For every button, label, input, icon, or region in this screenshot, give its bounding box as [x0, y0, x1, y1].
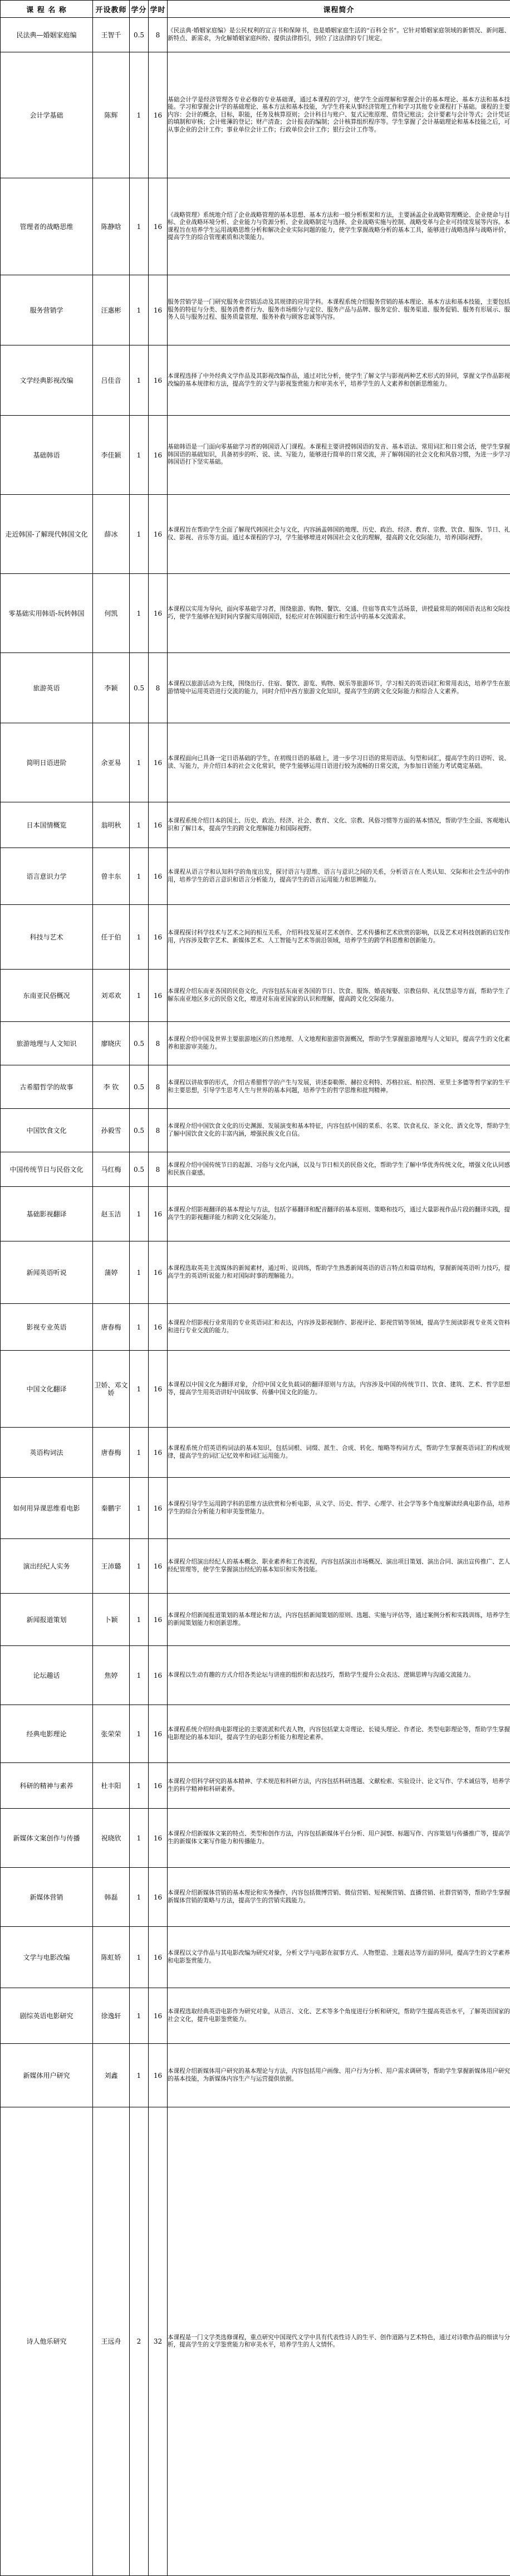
- credit-cell: 1: [130, 495, 149, 574]
- course-name-cell: 旅游英语: [1, 653, 93, 723]
- credit-cell: 1: [130, 1646, 149, 1705]
- credit-cell: 1: [130, 848, 149, 905]
- hours-cell: 8: [149, 1152, 168, 1187]
- credit-cell: 1: [130, 1988, 149, 2044]
- header-hours: 学时: [149, 1, 168, 18]
- course-intro-text: 本课程是一门文学类选修课程，重点研究中国现代文学中具有代表性诗人的生平、创作道路与艺术特色，通过对诗歌作品的细读与分析，提高学生的文学鉴赏能力和审美水平，培养学生的人文情怀。: [168, 2334, 510, 2348]
- hours-cell: 16: [149, 2044, 168, 2107]
- credit-cell: 1: [130, 275, 149, 345]
- course-intro-text: 基础韩语是一门面向零基础学习者的韩国语入门课程。本课程主要讲授韩国语的发音、基本语法、常用词汇和日常会话，使学生掌握韩国语的基础知识，具备初步的听、说、读、写能力，能够进行简单的日常交流，并了解韩国的社会文化和风俗习惯，为进一步学习韩国语打下坚实基础。: [168, 444, 510, 466]
- hours-cell: 16: [149, 1428, 168, 1478]
- credit-cell: 1: [130, 1539, 149, 1594]
- table-row: [1, 178, 510, 275]
- credit-cell: 0.5: [130, 1152, 149, 1187]
- course-name-cell: 古希腊哲学的故事: [1, 1065, 93, 1109]
- teacher-cell: 曾丰东: [93, 848, 130, 905]
- course-intro-cell: [168, 1988, 510, 2044]
- credit-cell: 0.5: [130, 18, 149, 52]
- hours-cell: 8: [149, 1109, 168, 1152]
- course-name-cell: 基础影视翻译: [1, 1187, 93, 1241]
- hours-cell: 16: [149, 905, 168, 970]
- credit-cell: 1: [130, 52, 149, 178]
- table-row: [1, 2107, 510, 2576]
- course-intro-text: 本课程引导学生运用跨学科的思维方法欣赏和分析电影，从文学、历史、哲学、心理学、社会学等多个角度解读经典电影作品，培养学生的综合分析能力和审美鉴赏能力。: [168, 1501, 510, 1515]
- hours-cell: 16: [149, 345, 168, 416]
- course-intro-cell: [168, 1351, 510, 1428]
- table-row: [1, 1763, 510, 1809]
- table-row: [1, 1428, 510, 1478]
- teacher-cell: 李颖: [93, 653, 130, 723]
- hours-cell: 16: [149, 1988, 168, 2044]
- course-intro-cell: [168, 1304, 510, 1351]
- hours-cell: 16: [149, 1809, 168, 1868]
- course-name-cell: 论坛趣话: [1, 1646, 93, 1705]
- course-name-cell: 剧综英语电影研究: [1, 1988, 93, 2044]
- credit-cell: 1: [130, 905, 149, 970]
- course-intro-cell: [168, 802, 510, 848]
- hours-cell: 16: [149, 1594, 168, 1646]
- course-intro-text: 本课程介绍新闻报道策划的基本理论和方法，内容包括新闻策划的原则、选题、实施与评估等，通过案例分析和实践训练，培养学生的新闻策划能力和创新思维。: [168, 1612, 510, 1627]
- table-row: [1, 1646, 510, 1705]
- credit-cell: 1: [130, 1809, 149, 1868]
- course-name-cell: 演出经纪人实务: [1, 1539, 93, 1594]
- hours-cell: 16: [149, 275, 168, 345]
- course-intro-text: 基础会计学是经济管理各专业必修的专业基础课，通过本课程的学习，使学生全面理解和掌握会计的基本理论、基本方法和基本技能。学习和掌握会计学的基础理论、基本方法和基本技能，为学生将来从事经济管理工作和学习其他专业课程打下基础。课程的主要内容：会计的概念，目标，职能，任务及核算原则；会计科目与账户、复式记账原理、借贷记账法；会计要素与会计等式；会计凭证的填制和审核；会计账簿的登记；财产清查；会计报表的编制；会计核算组织程序等。学生掌握了会计基础理论和基本技能之后，可从事企业的会计工作；事业单位会计工作；行政单位会计工作；银行会计工作等。: [168, 96, 510, 133]
- table-row: [1, 1868, 510, 1927]
- table-row: [1, 1022, 510, 1065]
- hours-cell: 16: [149, 1646, 168, 1705]
- teacher-cell: 李佳颖: [93, 416, 130, 495]
- table-row: [1, 723, 510, 802]
- course-name-cell: 中国文化翻译: [1, 1351, 93, 1428]
- course-intro-cell: [168, 495, 510, 574]
- course-intro-text: 本课程以讲故事的形式，介绍古希腊哲学的产生与发展，讲述泰勒斯、赫拉克利特、苏格拉底、柏拉图、亚里士多德等哲学家的生平和主要思想，引导学生思考人生与世界的基本问题，培养学生的哲学思维和批判精神。: [168, 1079, 510, 1094]
- teacher-cell: 王智千: [93, 18, 130, 52]
- course-name-cell: 中国饮食文化: [1, 1109, 93, 1152]
- hours-cell: 16: [149, 1187, 168, 1241]
- credit-cell: 1: [130, 802, 149, 848]
- course-intro-cell: [168, 52, 510, 178]
- course-intro-text: 本课程介绍科学研究的基本精神、学术规范和科研方法，内容包括科研选题、文献检索、实验设计、论文写作、学术诚信等，培养学生的科学精神和科研素养。: [168, 1778, 510, 1793]
- course-name-cell: 新媒体用户研究: [1, 2044, 93, 2107]
- course-name-cell: 管理者的战略思维: [1, 178, 93, 275]
- teacher-cell: 焦婷: [93, 1646, 130, 1705]
- teacher-cell: 汪惠彬: [93, 275, 130, 345]
- course-name-cell: 服务营销学: [1, 275, 93, 345]
- course-name-cell: 科技与艺术: [1, 905, 93, 970]
- course-intro-cell: [168, 653, 510, 723]
- course-intro-cell: [168, 1763, 510, 1809]
- teacher-cell: 韩磊: [93, 1868, 130, 1927]
- table-row: [1, 1187, 510, 1241]
- course-intro-cell: [168, 1187, 510, 1241]
- course-name-cell: 新闻报道策划: [1, 1594, 93, 1646]
- teacher-cell: 李 钦: [93, 1065, 130, 1109]
- course-name-cell: 民法典—婚姻家庭编: [1, 18, 93, 52]
- teacher-cell: 祝晓欣: [93, 1809, 130, 1868]
- course-intro-cell: [168, 1539, 510, 1594]
- course-name-cell: 如何用异课思维看电影: [1, 1478, 93, 1539]
- course-name-cell: 语言意识力学: [1, 848, 93, 905]
- teacher-cell: 唐春梅: [93, 1428, 130, 1478]
- credit-cell: 1: [130, 1428, 149, 1478]
- table-row: [1, 1809, 510, 1868]
- course-intro-text: 本课程选取经典英语电影作为研究对象，从语言、文化、艺术等多个角度进行分析和研究，帮助学生提高英语水平，了解英语国家的社会文化，提升电影鉴赏能力。: [168, 2008, 510, 2023]
- teacher-cell: 任于伯: [93, 905, 130, 970]
- course-name-cell: 旅游地理与人文知识: [1, 1022, 93, 1065]
- credit-cell: 1: [130, 1705, 149, 1763]
- table-row: [1, 1478, 510, 1539]
- course-intro-text: 本课程从语言学和认知科学的角度出发，探讨语言与思维、语言与意识之间的关系，分析语言在人类认知、交际和社会生活中的作用，培养学生的语言意识和语言分析能力，提高学生的语言运用能力和思辨能力。: [168, 869, 510, 883]
- course-intro-text: 服务营销学是一门研究服务业营销活动及其规律的应用学科。本课程系统介绍服务营销的基本理论、基本方法和基本技能，主要包括服务的特征与分类、服务消费者行为、服务市场细分与定位、服务产品与品牌、服务定价、服务渠道、服务促销、服务有形展示、服务人员与服务过程、服务质量管理、服务补救与顾客忠诚等内容。: [168, 299, 510, 321]
- course-intro-cell: [168, 1809, 510, 1868]
- table-row: [1, 2044, 510, 2107]
- teacher-cell: 何凯: [93, 574, 130, 653]
- course-intro-cell: [168, 1868, 510, 1927]
- course-intro-text: 本课程介绍影视翻译的基本理论与方法，包括字幕翻译和配音翻译的基本原则、策略和技巧，通过大量影视作品片段的翻译实践，提高学生的影视翻译能力和跨文化交际能力。: [168, 1206, 510, 1221]
- course-intro-text: 本课程介绍中国传统节日的起源、习俗与文化内涵，以及与节日相关的民俗文化，帮助学生了解中华优秀传统文化，增强文化认同感和民族自豪感。: [168, 1162, 510, 1176]
- course-name-cell: 简明日语进阶: [1, 723, 93, 802]
- credit-cell: 1: [130, 1927, 149, 1988]
- table-row: [1, 345, 510, 416]
- course-name-cell: 基础韩语: [1, 416, 93, 495]
- hours-cell: 16: [149, 1539, 168, 1594]
- teacher-cell: 张荣荣: [93, 1705, 130, 1763]
- course-intro-cell: [168, 1927, 510, 1988]
- credit-cell: 1: [130, 1594, 149, 1646]
- table-row: [1, 1241, 510, 1304]
- credit-cell: 1: [130, 178, 149, 275]
- hours-cell: 8: [149, 653, 168, 723]
- hours-cell: 8: [149, 18, 168, 52]
- hours-cell: 16: [149, 1927, 168, 1988]
- hours-cell: 32: [149, 2107, 168, 2576]
- course-name-cell: 新媒体文案创作与传播: [1, 1809, 93, 1868]
- course-name-cell: 文学经典影视改编: [1, 345, 93, 416]
- hours-cell: 8: [149, 1022, 168, 1065]
- table-header-row: [1, 1, 510, 18]
- course-intro-cell: [168, 1705, 510, 1763]
- teacher-cell: 余亚易: [93, 723, 130, 802]
- course-intro-text: 本课程介绍新媒体营销的基本理论和实务操作，内容包括微博营销、微信营销、短视频营销、直播营销、社群营销等，帮助学生掌握新媒体营销的策略与方法，提高学生的营销实践能力。: [168, 1890, 510, 1904]
- course-intro-text: 本课程系统介绍英语构词法的基本知识，包括词根、词缀、派生、合成、转化、缩略等构词方式，帮助学生掌握英语词汇的构成规律，提高学生的词汇记忆效率和词汇运用能力。: [168, 1445, 510, 1459]
- course-name-cell: 科研的精神与素养: [1, 1763, 93, 1809]
- course-intro-cell: [168, 970, 510, 1022]
- credit-cell: 1: [130, 1478, 149, 1539]
- hours-cell: 16: [149, 416, 168, 495]
- hours-cell: 16: [149, 802, 168, 848]
- teacher-cell: 卜颖: [93, 1594, 130, 1646]
- credit-cell: 1: [130, 1304, 149, 1351]
- hours-cell: 16: [149, 970, 168, 1022]
- teacher-cell: 廖晓庆: [93, 1022, 130, 1065]
- credit-cell: 2: [130, 2107, 149, 2576]
- table-row: [1, 275, 510, 345]
- credit-cell: 1: [130, 416, 149, 495]
- hours-cell: 16: [149, 574, 168, 653]
- course-intro-text: 本课程介绍中国饮食文化的历史渊源、发展演变和基本特征，内容包括中国的菜系、名菜、饮食礼仪、茶文化、酒文化等，帮助学生了解中国饮食文化的丰富内涵，增强民族文化自信。: [168, 1123, 510, 1137]
- course-intro-text: 本课程介绍新媒体文案的特点、类型和创作方法，内容包括新媒体平台分析、用户洞察、标题写作、内容策划与传播推广等，提高学生的新媒体文案写作能力和传播能力。: [168, 1830, 510, 1845]
- course-intro-cell: [168, 1065, 510, 1109]
- course-intro-cell: [168, 1646, 510, 1705]
- course-name-cell: 中国传统节日与民俗文化: [1, 1152, 93, 1187]
- teacher-cell: 陈辉: [93, 52, 130, 178]
- credit-cell: 1: [130, 1868, 149, 1927]
- course-intro-text: 本课程以文学作品与其电影改编为研究对象，分析文学与电影在叙事方式、人物塑造、主题表达等方面的异同，提高学生的文学素养和电影鉴赏能力。: [168, 1950, 510, 1964]
- table-row: [1, 1304, 510, 1351]
- credit-cell: 0.5: [130, 1065, 149, 1109]
- course-intro-text: 本课程探讨科学技术与艺术之间的相互关系，介绍科技发展对艺术创作、艺术传播和艺术欣赏的影响，以及艺术对科技创新的启发作用，内容涉及数字艺术、新媒体艺术、人工智能与艺术等前沿领域，培养学生的跨学科思维和创新能力。: [168, 929, 510, 944]
- course-intro-cell: [168, 848, 510, 905]
- credit-cell: 1: [130, 1187, 149, 1241]
- course-intro-cell: [168, 723, 510, 802]
- teacher-cell: 陈虹娇: [93, 1927, 130, 1988]
- teacher-cell: 杜丰阳: [93, 1763, 130, 1809]
- hours-cell: 8: [149, 1065, 168, 1109]
- header-intro: 课程简介: [168, 1, 510, 18]
- table-row: [1, 1705, 510, 1763]
- credit-cell: 1: [130, 1351, 149, 1428]
- teacher-cell: 唐春梅: [93, 1304, 130, 1351]
- credit-cell: 1: [130, 574, 149, 653]
- course-intro-cell: [168, 574, 510, 653]
- hours-cell: 16: [149, 1478, 168, 1539]
- course-name-cell: 日本国情概览: [1, 802, 93, 848]
- table-body: [1, 18, 510, 2576]
- table-row: [1, 1109, 510, 1152]
- course-intro-text: 《民法典·婚姻家庭编》是公民权利的宣言书和保障书，也是婚姻家庭生活的“百科全书”。它针对婚姻家庭领域的新情况、新问题、新特点、新需求，为化解婚姻家庭纠纷、提供法律指引，到位了这法律的专门规定。: [168, 27, 510, 42]
- course-intro-cell: [168, 1022, 510, 1065]
- course-intro-cell: [168, 2107, 510, 2576]
- teacher-cell: 徐逸轩: [93, 1988, 130, 2044]
- table-row: [1, 574, 510, 653]
- credit-cell: 0.5: [130, 653, 149, 723]
- credit-cell: 1: [130, 2044, 149, 2107]
- course-name-cell: 零基础实用韩语-玩转韩国: [1, 574, 93, 653]
- course-intro-text: 本课程介绍中国及世界主要旅游地区的自然地理、人文地理和旅游资源概况，帮助学生掌握旅游地理与人文知识，提高学生的文化素养和旅游审美能力。: [168, 1036, 510, 1050]
- table-row: [1, 848, 510, 905]
- course-intro-text: 本课程以生动有趣的方式介绍各类论坛与讲座的组织和表达技巧，帮助学生提升公众表达、逻辑思辨与沟通交流能力。: [168, 1671, 474, 1678]
- teacher-cell: 陈静晗: [93, 178, 130, 275]
- course-name-cell: 文学与电影改编: [1, 1927, 93, 1988]
- credit-cell: 1: [130, 1241, 149, 1304]
- credit-cell: 1: [130, 970, 149, 1022]
- table-row: [1, 905, 510, 970]
- teacher-cell: 刘邓欢: [93, 970, 130, 1022]
- course-name-cell: 新媒体营销: [1, 1868, 93, 1927]
- course-intro-text: 本课程系统介绍经典电影理论的主要流派和代表人物，内容包括蒙太奇理论、长镜头理论、作者论、类型电影理论等，帮助学生掌握电影理论的基本知识，提高学生的电影分析能力和理论素养。: [168, 1726, 510, 1741]
- table-row: [1, 970, 510, 1022]
- table-row: [1, 1988, 510, 2044]
- course-intro-cell: [168, 345, 510, 416]
- teacher-cell: 翁明秋: [93, 802, 130, 848]
- hours-cell: 16: [149, 1868, 168, 1927]
- course-intro-text: 本课程选择了中外经典文学作品及其影视改编作品，通过对比分析，使学生了解文学与影视两种艺术形式的异同，掌握文学作品影视改编的基本规律和方法，提高学生的文学与影视鉴赏能力和审美水平，培养学生的人文素养和创新思维能力。: [168, 373, 510, 387]
- course-intro-text: 本课程介绍影视行业常用的专业英语词汇和表达，内容涉及影视制作、影视评论、影视营销等领域，提高学生阅读影视专业英文资料和进行专业交流的能力。: [168, 1319, 510, 1334]
- course-intro-cell: [168, 905, 510, 970]
- table-row: [1, 1927, 510, 1988]
- course-name-cell: 新闻英语听说: [1, 1241, 93, 1304]
- credit-cell: 0.5: [130, 1109, 149, 1152]
- table-row: [1, 416, 510, 495]
- course-intro-text: 本课程介绍东南亚各国的民俗文化，内容包括东南亚各国的节日、饮食、服饰、婚丧嫁娶、宗教信仰、礼仪禁忌等方面，帮助学生了解东南亚地区多元的民俗文化，增进对东南亚国家的认识和理解，提高跨文化交际能力。: [168, 988, 510, 1002]
- table-row: [1, 802, 510, 848]
- hours-cell: 16: [149, 1241, 168, 1304]
- teacher-cell: 秦鹏宇: [93, 1478, 130, 1539]
- course-intro-cell: [168, 1478, 510, 1539]
- course-intro-text: 本课程选取英美主流媒体的新闻素材，通过听、说训练，帮助学生熟悉新闻英语的语言特点和篇章结构，掌握新闻英语听力技巧，提高学生的英语听说能力和对国际时事的理解能力。: [168, 1265, 510, 1279]
- course-intro-cell: [168, 1594, 510, 1646]
- header-course-name: 课 程 名 称: [1, 1, 93, 18]
- credit-cell: 1: [130, 1763, 149, 1809]
- hours-cell: 16: [149, 52, 168, 178]
- course-intro-cell: [168, 275, 510, 345]
- hours-cell: 16: [149, 495, 168, 574]
- course-intro-text: 本课程介绍演出经纪人的基本概念、职业素养和工作流程，内容包括演出市场概况、演出项目策划、演出合同、演出宣传推广、艺人经纪管理等，使学生掌握演出经纪的基本知识和实务技能。: [168, 1559, 510, 1573]
- course-name-cell: 东南亚民俗概况: [1, 970, 93, 1022]
- teacher-cell: 蒲婷: [93, 1241, 130, 1304]
- teacher-cell: 马红梅: [93, 1152, 130, 1187]
- course-intro-text: 本课程以实用为导向，面向零基础学习者，围绕旅游、购物、餐饮、交通、住宿等真实生活场景，讲授最常用的韩国语表达和交际技巧，使学生能够在短时间内掌握实用韩国语，轻松应对在韩国旅行和生活中的基本交流需求。: [168, 606, 510, 620]
- course-intro-cell: [168, 178, 510, 275]
- header-credit: 学分: [130, 1, 149, 18]
- hours-cell: 16: [149, 723, 168, 802]
- credit-cell: 1: [130, 345, 149, 416]
- hours-cell: 16: [149, 1351, 168, 1428]
- course-intro-cell: [168, 18, 510, 52]
- course-name-cell: 英语构词法: [1, 1428, 93, 1478]
- course-name-cell: 走近韩国-了解现代韩国文化: [1, 495, 93, 574]
- header-teacher: 开设教师: [93, 1, 130, 18]
- course-intro-cell: [168, 416, 510, 495]
- course-intro-cell: [168, 1428, 510, 1478]
- table-row: [1, 1539, 510, 1594]
- course-intro-cell: [168, 1109, 510, 1152]
- course-name-cell: 经典电影理论: [1, 1705, 93, 1763]
- course-intro-cell: [168, 1241, 510, 1304]
- table-row: [1, 1152, 510, 1187]
- teacher-cell: 孙毅雪: [93, 1109, 130, 1152]
- teacher-cell: 刘鑫: [93, 2044, 130, 2107]
- table-row: [1, 1351, 510, 1428]
- course-name-cell: 会计学基础: [1, 52, 93, 178]
- hours-cell: 16: [149, 848, 168, 905]
- hours-cell: 16: [149, 1705, 168, 1763]
- course-intro-cell: [168, 2044, 510, 2107]
- table-row: [1, 52, 510, 178]
- course-intro-text: 《战略管理》系统地介绍了企业战略管理的基本思想、基本方法和一般分析框架和方法，主要涵盖企业战略管理概论、企业使命与目标、企业战略环境分析、企业能力与资源分析、企业战略制定与选择、企业战略实施与控制、战略变革与企业可持续发展等内容。本课程旨在培养学生运用战略思维分析和解决企业实际问题的能力，使学生掌握战略分析的基本工具，能够进行战略选择与战略评价，提高学生的综合管理素质和决策能力。: [168, 211, 510, 241]
- teacher-cell: 薛冰: [93, 495, 130, 574]
- course-intro-cell: [168, 1152, 510, 1187]
- course-intro-text: 本课程系统介绍日本的国土、历史、政治、经济、社会、教育、文化、宗教、风俗习惯等方面的基本情况，帮助学生全面、客观地认识和了解日本，提高学生的跨文化理解能力和国际视野。: [168, 817, 510, 832]
- course-intro-text: 本课程面向已具备一定日语基础的学生，在初级日语的基础上，进一步学习日语的常用语法、句型和词汇，提高学生的日语听、说、读、写能力，并介绍日本的社会文化常识，使学生能够运用日语进行较为流畅的日常交流，为参加日语能力考试奠定基础。: [168, 755, 510, 770]
- table-row: [1, 1594, 510, 1646]
- hours-cell: 16: [149, 1304, 168, 1351]
- teacher-cell: 吕佳音: [93, 345, 130, 416]
- course-intro-text: 本课程以旅游活动为主线，围绕出行、住宿、餐饮、游览、购物、娱乐等旅游环节，学习相关的英语词汇和常用表达，培养学生在旅游情境中运用英语进行交流的能力，同时介绍中西方旅游文化知识，提高学生的跨文化交际能力和综合人文素养。: [168, 680, 510, 695]
- table-row: [1, 495, 510, 574]
- hours-cell: 16: [149, 178, 168, 275]
- credit-cell: 0.5: [130, 1022, 149, 1065]
- table-row: [1, 1065, 510, 1109]
- course-intro-text: 本课程介绍新媒体用户研究的基本理论与方法，内容包括用户画像、用户行为分析、用户需求调研等，帮助学生掌握新媒体用户研究的基本技能，为新媒体内容生产与运营提供依据。: [168, 2068, 510, 2082]
- course-intro-text: 本课程以中国文化为翻译对象，介绍中国文化负载词的翻译原则与方法，内容涉及中国的传统节日、饮食、建筑、艺术、哲学思想等，提高学生用英语讲好中国故事、传播中国文化的能力。: [168, 1381, 510, 1396]
- hours-cell: 16: [149, 1763, 168, 1809]
- teacher-cell: 王远舟: [93, 2107, 130, 2576]
- course-name-cell: 影视专业英语: [1, 1304, 93, 1351]
- teacher-cell: 王沛璐: [93, 1539, 130, 1594]
- teacher-cell: 赵玉洁: [93, 1187, 130, 1241]
- course-intro-text: 本课程旨在帮助学生全面了解现代韩国社会与文化，内容涵盖韩国的地理、历史、政治、经济、教育、宗教、饮食、服饰、节日、礼仪、影视、音乐等方面。通过本课程的学习，学生能够增进对韩国社会文化的理解，提高跨文化交际能力，培养国际视野。: [168, 527, 510, 541]
- credit-cell: 1: [130, 723, 149, 802]
- course-name-cell: 诗人他乐研究: [1, 2107, 93, 2576]
- table-row: [1, 18, 510, 52]
- teacher-cell: 卫娇、邓文娇: [93, 1351, 130, 1428]
- table-row: [1, 653, 510, 723]
